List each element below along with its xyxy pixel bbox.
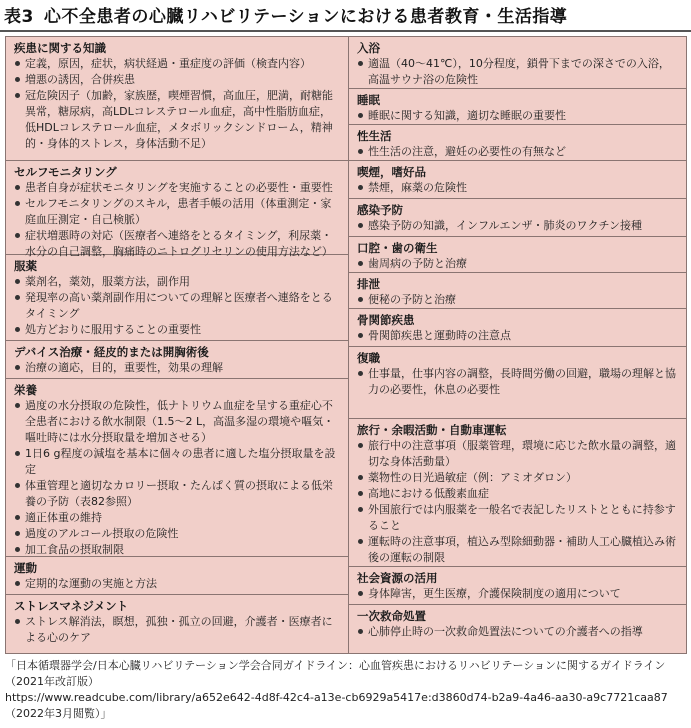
section [349,125,686,161]
section-heading: ストレスマネジメント [14,599,129,613]
bullet-item: 体重管理と適切なカロリー摂取・たんぱく質の摂取による低栄養の予防（表82参照） [14,478,340,510]
bullet-item: 性生活の注意，避妊の必要性の有無など [357,144,678,160]
section [6,161,348,258]
section [6,341,348,379]
section-heading: 運動 [14,561,37,575]
bullet-item: 発現率の高い薬剤副作用についての理解と医療者へ連絡をとるタイミング [14,290,340,322]
bullet-item: 運転時の注意事項，植込み型除細動器・補助人工心臓植込み術後の運転の制限 [357,534,678,566]
table-title-text: 心不全患者の心臓リハビリテーションにおける患者教育・生活指導 [43,7,568,27]
section [349,419,686,567]
section [6,37,348,161]
bullet-item: 歯周病の予防と治療 [357,256,678,272]
bullet-item: 便秘の予防と治療 [357,292,678,308]
left-column [6,37,349,653]
section-heading: 服薬 [14,259,37,273]
section [349,161,686,199]
bullet-item: ストレス解消法，瞑想，孤独・孤立の回避，介護者・医療者による心のケア [14,614,340,646]
section-heading: 復職 [357,351,380,365]
table-number: 表3 [4,7,34,27]
bullet-item: セルフモニタリングのスキル，患者手帳の活用（体重測定・家庭血圧測定・自己検脈） [14,196,340,228]
section [349,89,686,125]
section [349,309,686,347]
section-heading: 感染予防 [357,203,403,217]
bullet-item: 身体障害，更生医療，介護保険制度の適用について [357,586,678,602]
section [349,347,686,419]
section [349,237,686,273]
right-column [349,37,686,653]
section-heading: 喫煙，嗜好品 [357,165,426,179]
bullet-item: 冠危険因子（加齢，家族歴，喫煙習慣，高血圧，肥満，耐糖能異常，糖尿病，高LDLコレステロール血症，高中性脂肪血症，低HDLコレステロール血症，メタボリックシンドローム，精神的・身体的ストレス，身体活動不足） [14,88,340,152]
section-heading: 旅行・余暇活動・自動車運転 [357,423,507,437]
section [6,379,348,557]
bullet-item: 仕事量，仕事内容の調整，長時間労働の回避，職場の理解と協力の必要性，休息の必要性 [357,366,678,398]
bullet-item: 処方どおりに服用することの重要性 [14,322,340,338]
bullet-item: 適正体重の維持 [14,510,340,526]
bullet-item: 過度のアルコール摂取の危険性 [14,526,340,542]
section [6,557,348,595]
bullet-item: 感染予防の知識，インフルエンザ・肺炎のワクチン接種 [357,218,678,234]
bullet-item: 薬剤名，薬効，服薬方法，副作用 [14,274,340,290]
bullet-item: 骨関節疾患と運動時の注意点 [357,328,678,344]
bullet-item: 禁煙，麻薬の危険性 [357,180,678,196]
section-heading: 口腔・歯の衛生 [357,241,438,255]
section-heading: デバイス治療・経皮的または開胸術後 [14,345,209,359]
section-heading: 一次救命処置 [357,609,426,623]
section [6,255,348,341]
bullet-item: 症状増悪時の対応（医療者へ連絡をとるタイミング，利尿薬・水分の自己調整，胸痛時のニトログリセリンの使用方法など） [14,228,340,260]
section [349,273,686,309]
section-heading: 社会資源の活用 [357,571,438,585]
bullet-item: 心肺停止時の一次救命処置法についての介護者への指導 [357,624,678,640]
section-heading: 骨関節疾患 [357,313,415,327]
section [6,595,348,653]
bullet-item: 治療の適応，目的，重要性，効果の理解 [14,360,340,376]
bullet-item: 高地における低酸素血症 [357,486,678,502]
section-heading: 排泄 [357,277,380,291]
section [349,199,686,237]
title-rule [0,30,691,32]
section-heading: セルフモニタリング [14,165,117,179]
section-heading: 栄養 [14,383,37,397]
table-title [4,2,688,28]
bullet-item: 旅行中の注意事項（服薬管理，環境に応じた飲水量の調整，適切な身体活動量） [357,438,678,470]
bullet-item: 加工食品の摂取制限 [14,542,340,558]
bullet-item: 薬物性の日光過敏症（例：アミオダロン） [357,470,678,486]
section [349,37,686,89]
section-heading: 疾患に関する知識 [14,41,106,55]
section [349,567,686,605]
bullet-item: 過度の水分摂取の危険性，低ナトリウム血症を呈する重症心不全患者における飲水制限（1.5～2 L，高温多湿の環境や嘔気・嘔吐時には水分摂取量を増加させる） [14,398,340,446]
source-citation: 「日本循環器学会/日本心臓リハビリテーション学会合同ガイドライン：心血管疾患におけるリハビリテーションに関するガイドライン（2021年改訂版） https://www.readcube.com/library/a652e642-4d8f-42c4-a13e-cb6929a5417e:d3860d74-b2a9-4a46-aa30-a9c7721caa87（2022年3月閲覧）」 [5,659,668,720]
bullet-item: 1日6 g程度の減塩を基本に個々の患者に適した塩分摂取量を設定 [14,446,340,478]
bullet-item: 睡眠に関する知識，適切な睡眠の重要性 [357,108,678,124]
section-heading: 入浴 [357,41,380,55]
bullet-item: 定期的な運動の実施と方法 [14,576,340,592]
bullet-item: 定義，原因，症状，病状経過・重症度の評価（検査内容） [14,56,340,72]
section-heading: 性生活 [357,129,392,143]
education-table [5,36,687,654]
bullet-item: 増悪の誘因，合併疾患 [14,72,340,88]
bullet-item: 外国旅行では内服薬を一般名で表記したリストとともに持参すること [357,502,678,534]
section-heading: 睡眠 [357,93,380,107]
bullet-item: 適温（40～41℃），10分程度，鎖骨下までの深さでの入浴，高温サウナ浴の危険性 [357,56,678,88]
section [349,605,686,653]
bullet-item: 患者自身が症状モニタリングを実施することの必要性・重要性 [14,180,340,196]
